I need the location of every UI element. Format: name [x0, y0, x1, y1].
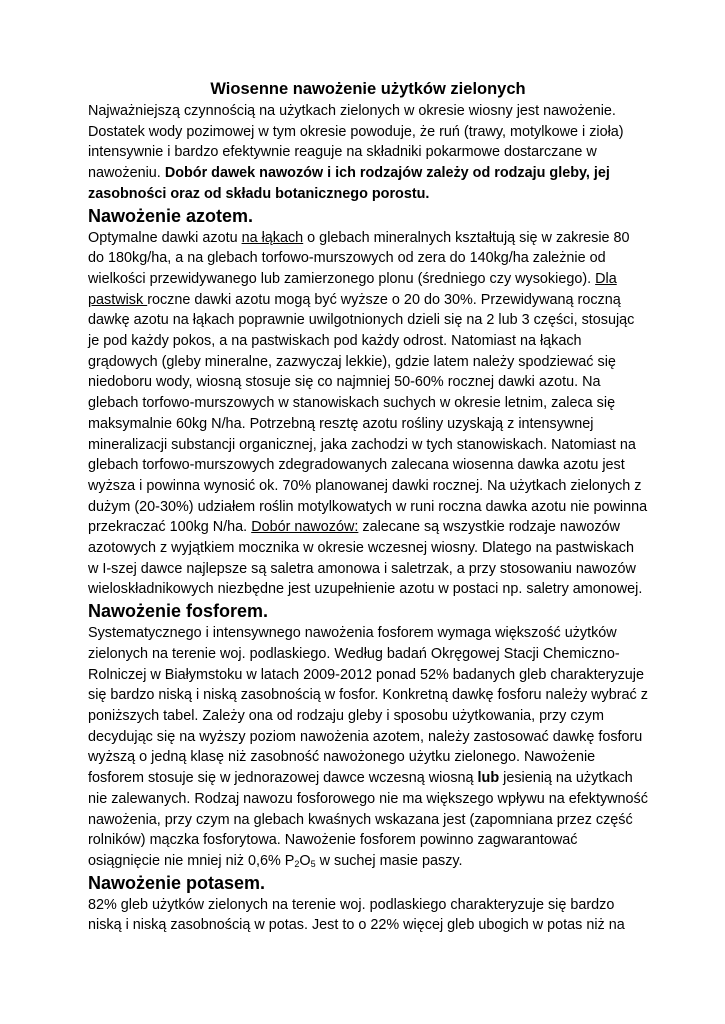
- section-heading-phosphorus: Nawożenie fosforem.: [88, 601, 269, 622]
- phosphorus-text-1: Systematycznego i intensywnego nawożenia fosforem wymaga większość użytków zielonych na terenie woj. podlaskiego. Według badań Okręgowej Stacji Chemiczno-Rolniczej w Białymstoku w latach 2009-2012 ponad 52% badanych gleb charakteryzuje się bardzo niską i niską zasobnością w fosfor. Konkretną dawkę fosforu należy wybrać z poniższych tabel. Zależy ona od rodzaju gleby i sposobu użytkowania, przy czym decydując się na wyższy poziom nawożenia azotem, należy zastosować dawkę fosforu wyższą o jedną klasę niż zasobność nawożonego użytku zielonego. Nawożenie fosforem stosuje się w jednorazowej dawce wczesną wiosną: [88, 625, 648, 787]
- potassium-text-1: 82% gleb użytków zielonych na terenie woj. podlaskiego charakteryzuje się bardzo niską i niską zasobnością w potas. Jest to o 22% więcej gleb ubogich w potas niż na: [88, 896, 625, 934]
- phosphorus-paragraph: [88, 623, 648, 871]
- underlined-dla-pastwisk: Dla pastwisk: [88, 270, 617, 308]
- page-title: Wiosenne nawożenie użytków zielonych: [210, 80, 526, 98]
- nitrogen-text-2: o glebach mineralnych kształtują się w zakresie 80 do 180kg/ha, a na glebach torfowo-murszowych od zera do 140kg/ha zależnie od wielkości przewidywanego lub zamierzonego plonu (średniego czy wysokiego).: [88, 229, 630, 287]
- potassium-paragraph: [88, 895, 648, 936]
- document-page: [88, 78, 648, 936]
- bold-lub: lub: [477, 770, 500, 787]
- intro-text: Najważniejszą czynnością na użytkach zielonych w okresie wiosny jest nawożenie. Dostatek wody pozimowej w tym okresie powoduje, że ruń (trawy, motylkowe i zioła) intensywnie i bardzo efektywnie reaguje na składniki pokarmowe dostarczane w nawożeniu.: [88, 103, 624, 182]
- section-heading-nitrogen: Nawożenie azotem.: [88, 205, 254, 226]
- phosphorus-text-3: O: [299, 852, 311, 869]
- underlined-dobor-nawozow: Dobór nawozów:: [251, 519, 359, 536]
- phosphorus-text-4: w suchej masie paszy.: [315, 852, 463, 869]
- phosphorus-text-2: jesienią na użytkach nie zalewanych. Rodzaj nawozu fosforowego nie ma większego wpływu na efektywność nawożenia, przy czym na glebach kwaśnych wskazana jest (zapomniana przez część rolników) mączka fosforytowa. Nawożenie fosforem powinno zagwarantować osiągnięcie nie mniej niż 0,6% P: [88, 770, 648, 869]
- intro-paragraph: [88, 101, 648, 205]
- section-heading-potassium: Nawożenie potasem.: [88, 872, 266, 893]
- subscript-5: 5: [310, 858, 316, 869]
- nitrogen-text-1: Optymalne dawki azotu: [88, 229, 242, 246]
- subscript-2: 2: [294, 858, 300, 869]
- nitrogen-text-4: zalecane są wszystkie rodzaje nawozów azotowych z wyjątkiem mocznika w okresie wczesnej wiosny. Dlatego na pastwiskach w I-szej dawce najlepsze są saletra amonowa i saletrzak, a przy stosowaniu nawozów wieloskładnikowych niezbędne jest uzupełnienie azotu w postaci np. saletry amonowej.: [88, 519, 643, 598]
- underlined-na-lakach: na łąkach: [241, 229, 304, 246]
- nitrogen-text-3: roczne dawki azotu mogą być wyższe o 20 do 30%. Przewidywaną roczną dawkę azotu na łąkach poprawnie uwilgotnionych dzieli się na 2 lub 3 części, stosując je pod każdy pokos, a na pastwiskach pod każdy odrost. Natomiast na łąkach grądowych (gleby mineralne, zazwyczaj lekkie), gdzie latem należy spodziewać się niedoboru wody, wiosną stosuje się co najmniej 50-60% rocznej dawki azotu. Na glebach torfowo-murszowych w stanowiskach suchych w okresie letnim, zaleca się maksymalnie 60kg N/ha. Potrzebną resztę azotu rośliny uzyskają z intensywnej mineralizacji substancji organicznej, jaka zachodzi w tych stanowiskach. Natomiast na glebach torfowo-murszowych zdegradowanych zalecana wiosenna dawka azotu jest wyższa i powinna wynosić ok. 70% planowanej dawki rocznej. Na użytkach zielonych z dużym (20-30%) udziałem roślin motylkowatych w runi roczna dawka azotu nie powinna przekraczać 100kg N/ha.: [88, 291, 648, 536]
- nitrogen-paragraph: [88, 228, 648, 601]
- intro-bold-text: Dobór dawek nawozów i ich rodzajów zależy od rodzaju gleby, jej zasobności oraz od składu botanicznego porostu.: [88, 165, 610, 202]
